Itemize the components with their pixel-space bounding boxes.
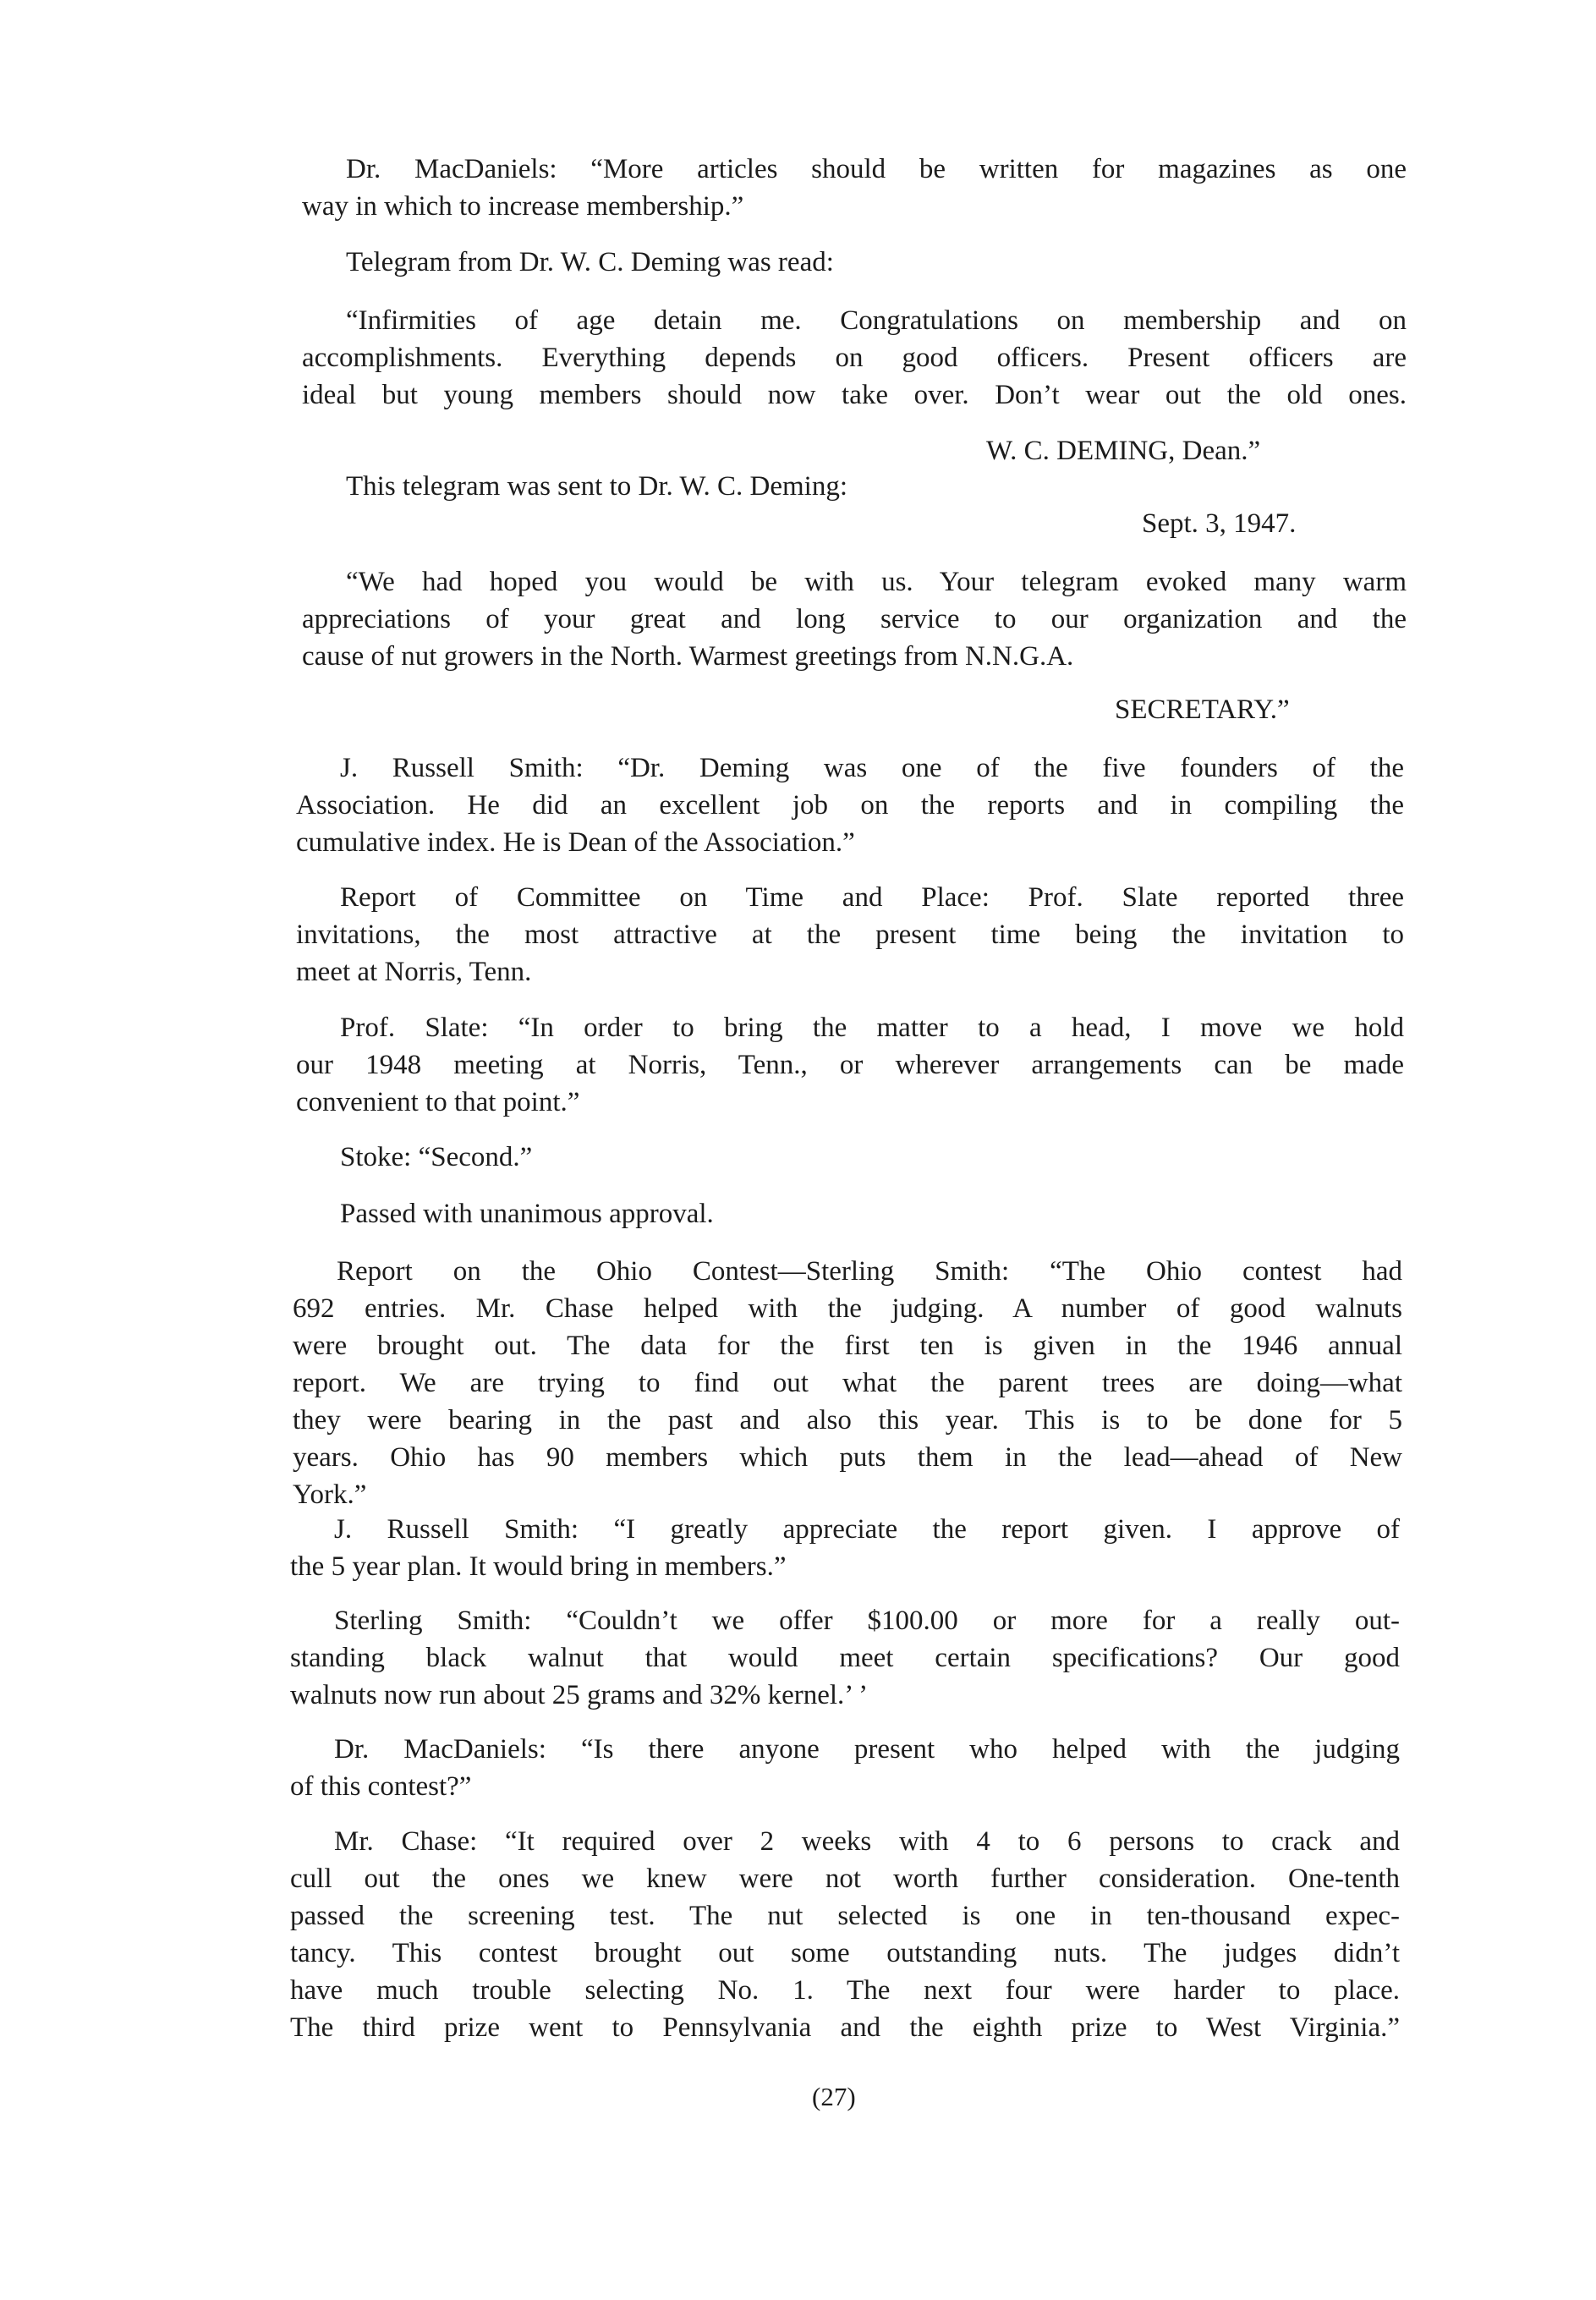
text-line: This telegram was sent to Dr. W. C. Deming: [346, 471, 848, 502]
text-line: Association. He did an excellent job on the reports and in compiling the [296, 790, 1404, 821]
paragraph-stoke-second [296, 1139, 1404, 1176]
paragraph-chase-judging [290, 1823, 1400, 2046]
text-line: of this contest?” [290, 1771, 472, 1802]
text-line: ideal but young members should now take over. Don’t wear out the old ones. [302, 380, 1407, 410]
text-line: Passed with unanimous approval. [340, 1199, 714, 1229]
text-line: convenient to that point.” [296, 1087, 580, 1117]
text-line: Dr. MacDaniels: “Is there anyone present who helped with the judging [334, 1734, 1400, 1765]
text-line: Prof. Slate: “In order to bring the matter to a head, I move we hold [340, 1013, 1404, 1043]
paragraph-macdaniels-articles [302, 151, 1407, 225]
text-line: our 1948 meeting at Norris, Tenn., or wherever arrangements can be made [296, 1050, 1404, 1080]
text-line: York.” [293, 1479, 367, 1510]
paragraph-deming-telegram [302, 302, 1407, 414]
paragraph-sterling-smith-offer [290, 1602, 1400, 1714]
text-line: J. Russell Smith: “Dr. Deming was one of the five founders of the [340, 753, 1404, 783]
text-line: report. We are trying to find out what the parent trees are doing—what [293, 1368, 1402, 1398]
paragraph-telegram-sent [302, 468, 1407, 505]
text-line: “We had hoped you would be with us. Your telegram evoked many warm [346, 567, 1407, 597]
paragraph-slate-motion [296, 1009, 1404, 1121]
text-line: meet at Norris, Tenn. [296, 957, 532, 987]
telegram-date: Sept. 3, 1947. [1142, 508, 1297, 539]
page-number: (27) [812, 2082, 856, 2111]
text-line: The third prize went to Pennsylvania and the eighth prize to West Virginia.” [290, 2012, 1400, 2043]
text-line: Report of Committee on Time and Place: Prof. Slate reported three [340, 882, 1404, 913]
text-line: tancy. This contest brought out some outstanding nuts. The judges didn’t [290, 1938, 1400, 1968]
text-line: standing black walnut that would meet certain specifications? Our good [290, 1643, 1400, 1673]
paragraph-committee-report [296, 879, 1404, 991]
text-line: the 5 year plan. It would bring in members.” [290, 1551, 787, 1582]
text-line: Sterling Smith: “Couldn’t we offer $100.00 or more for a really out- [334, 1606, 1400, 1636]
paragraph-passed [296, 1195, 1404, 1232]
text-line: appreciations of your great and long service to our organization and the [302, 604, 1407, 634]
text-line: have much trouble selecting No. 1. The next four were harder to place. [290, 1975, 1400, 2006]
paragraph-macdaniels-judging [290, 1731, 1400, 1805]
text-line: Telegram from Dr. W. C. Deming was read: [346, 247, 834, 277]
text-line: passed the screening test. The nut selected is one in ten-thousand expec- [290, 1901, 1400, 1931]
text-line: cumulative index. He is Dean of the Association.” [296, 827, 855, 858]
text-line: were brought out. The data for the first ten is given in the 1946 annual [293, 1331, 1402, 1361]
text-line: Stoke: “Second.” [340, 1142, 533, 1172]
paragraph-ohio-contest [293, 1253, 1402, 1513]
signature-secretary: SECRETARY.” [1115, 694, 1290, 725]
paragraph-telegram-intro [302, 244, 1407, 281]
text-line: J. Russell Smith: “I greatly appreciate the report given. I approve of [334, 1514, 1400, 1545]
paragraph-reply-telegram [302, 563, 1407, 675]
paragraph-russell-smith-deming [296, 749, 1404, 861]
text-line: invitations, the most attractive at the present time being the invitation to [296, 919, 1404, 950]
text-line: they were bearing in the past and also this year. This is to be done for 5 [293, 1405, 1402, 1435]
paragraph-russell-smith-approve [290, 1511, 1400, 1585]
text-line: “Infirmities of age detain me. Congratulations on membership and on [346, 305, 1407, 336]
text-line: cause of nut growers in the North. Warmest greetings from N.N.G.A. [302, 641, 1074, 672]
text-line: 692 entries. Mr. Chase helped with the judging. A number of good walnuts [293, 1293, 1402, 1324]
text-line: Mr. Chase: “It required over 2 weeks with 4 to 6 persons to crack and [334, 1826, 1400, 1857]
text-line: way in which to increase membership.” [302, 191, 744, 222]
text-line: cull out the ones we knew were not worth further consideration. One-tenth [290, 1864, 1400, 1894]
text-line: Report on the Ohio Contest—Sterling Smith: “The Ohio contest had [337, 1256, 1402, 1287]
text-line: years. Ohio has 90 members which puts them in the lead—ahead of New [293, 1442, 1402, 1473]
text-line: Dr. MacDaniels: “More articles should be written for magazines as one [346, 154, 1407, 184]
text-line: walnuts now run about 25 grams and 32% kernel.’ ’ [290, 1680, 869, 1710]
signature-deming: W. C. DEMING, Dean.” [986, 436, 1261, 466]
text-line: accomplishments. Everything depends on good officers. Present officers are [302, 343, 1407, 373]
